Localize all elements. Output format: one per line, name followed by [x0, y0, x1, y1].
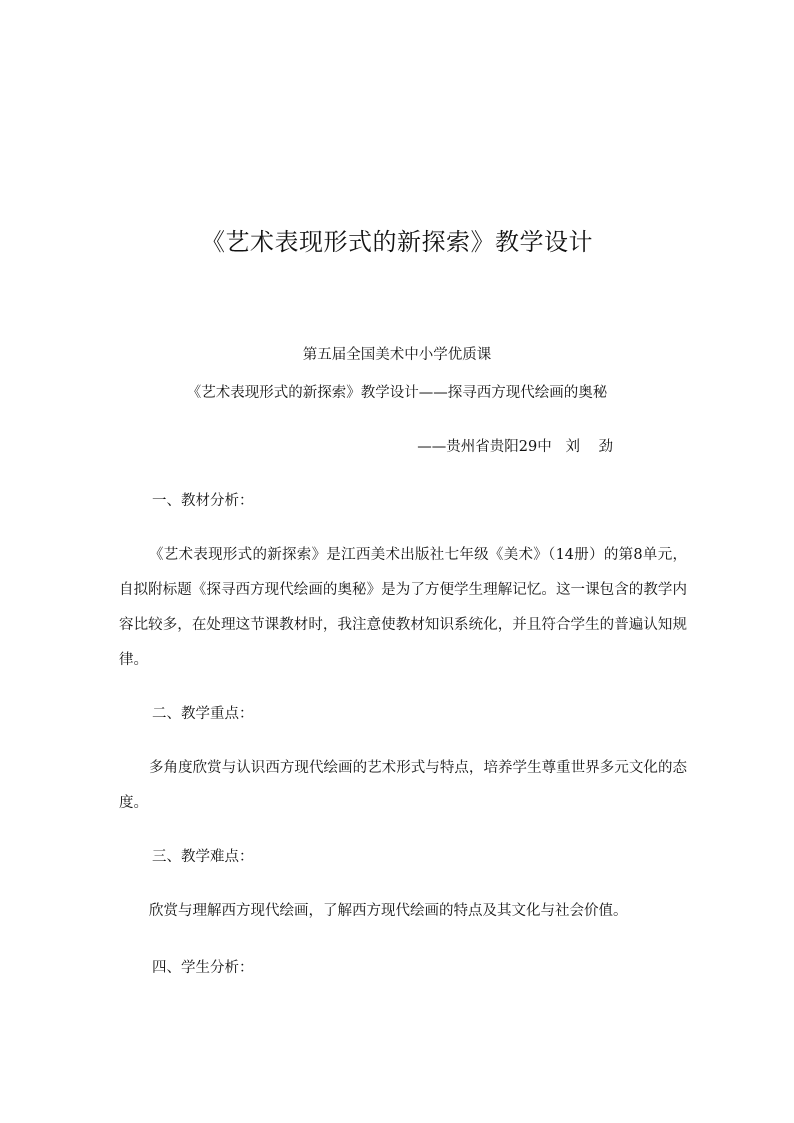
- section-heading-key-points: 二、教学重点：: [152, 706, 254, 722]
- subtitle-lesson: 《艺术表现形式的新探索》教学设计——探寻西方现代绘画的奥秘: [186, 385, 608, 401]
- section-body-difficulties: 欣赏与理解西方现代绘画，了解西方现代绘画的特点及其文化与社会价值。: [149, 903, 628, 919]
- author-line: ——贵州省贵阳29中 刘 劲: [417, 439, 613, 455]
- section-heading-students: 四、学生分析：: [152, 960, 254, 976]
- subtitle-competition: 第五届全国美术中小学优质课: [302, 347, 492, 363]
- section-heading-difficulties: 三、教学难点：: [152, 849, 254, 865]
- section-heading-materials: 一、教材分析：: [152, 493, 254, 509]
- section-body-materials: 《艺术表现形式的新探索》是江西美术出版社七年级《美术》（14册）的第8单元，自拟附标题《探寻西方现代绘画的奥秘》是为了方便学生理解记忆。这一课包含的教学内容比较多，在处理这节课教材时，我注意使教材知识系统化，并且符合学生的普遍认知规律。: [119, 547, 687, 668]
- document-title: 《艺术表现形式的新探索》教学设计: [201, 228, 593, 256]
- section-body-key-points: 多角度欣赏与认识西方现代绘画的艺术形式与特点，培养学生尊重世界多元文化的态度。: [119, 760, 687, 811]
